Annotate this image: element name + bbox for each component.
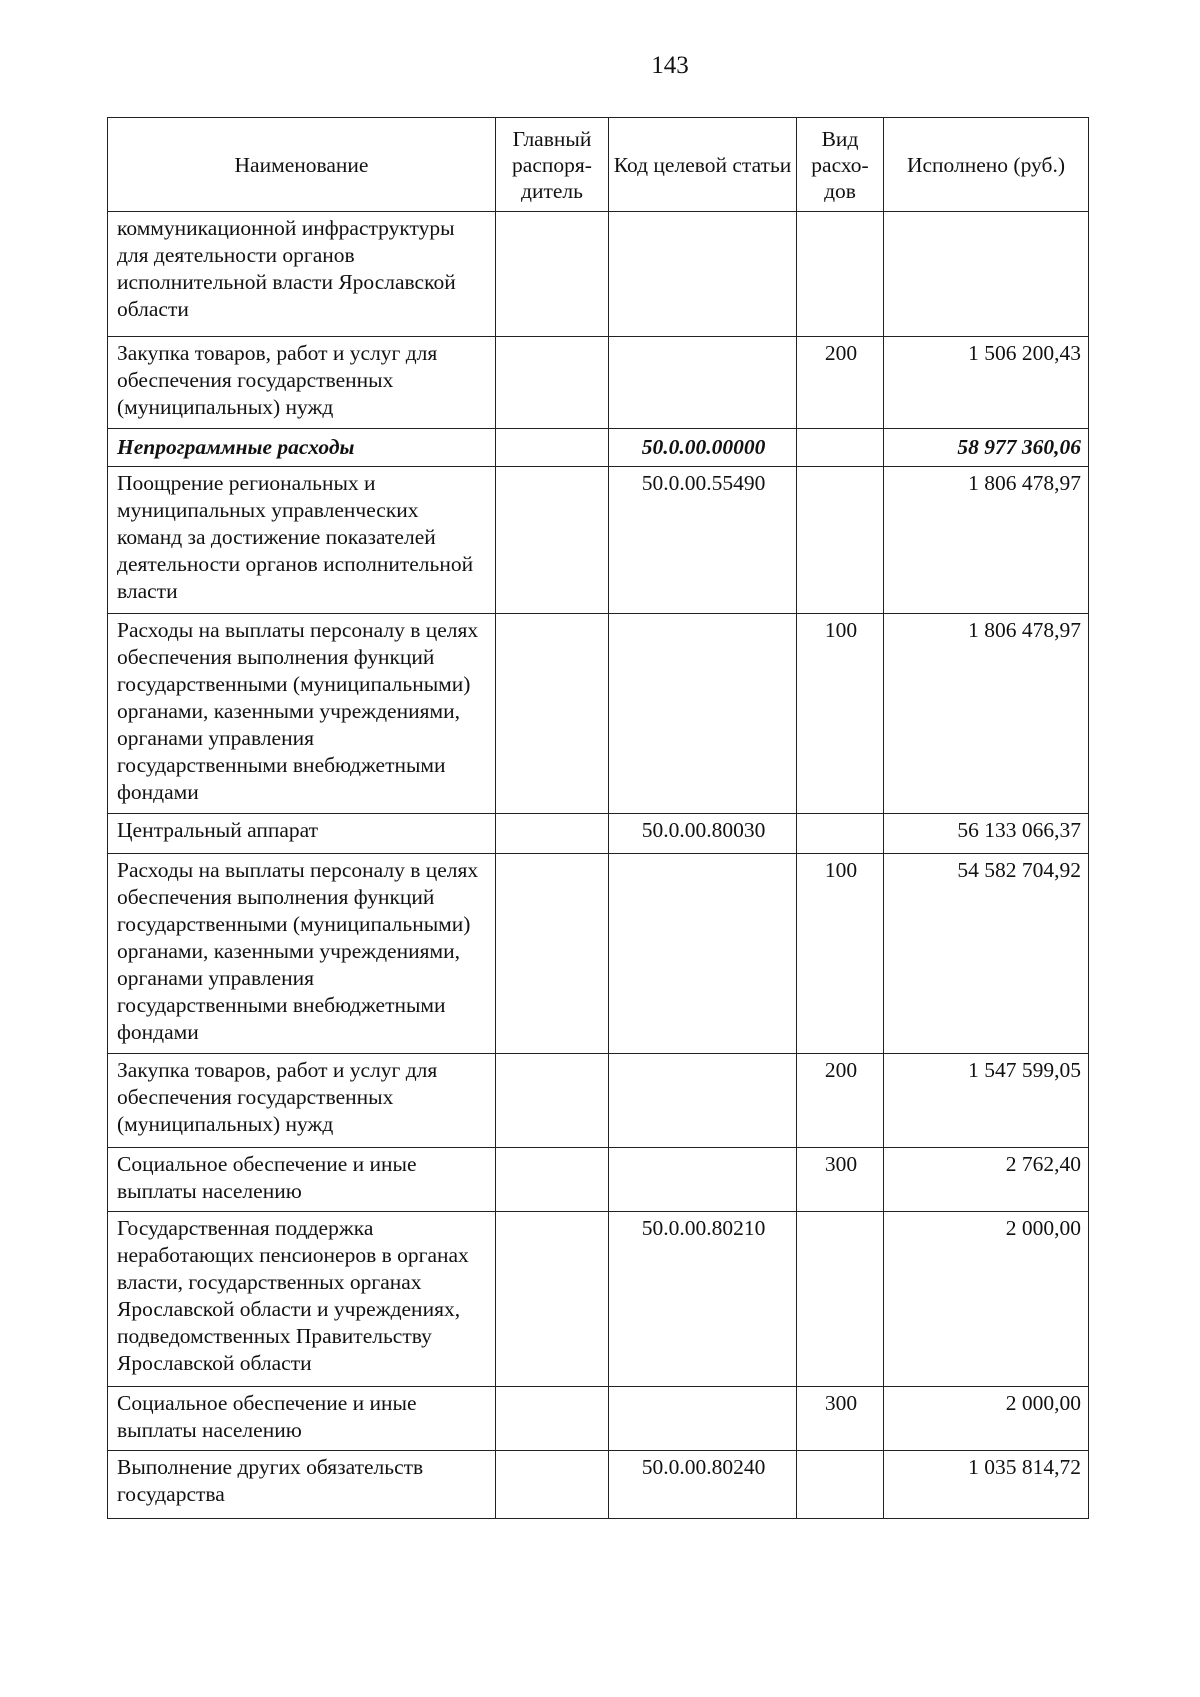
row-code-cell	[609, 337, 797, 429]
table-body	[108, 212, 1089, 1519]
row-amount-cell: 1 547 599,05	[884, 1054, 1089, 1148]
row-code-cell	[609, 1054, 797, 1148]
row-name-cell: коммуникационной инфраструктуры для деятельности органов исполнительной власти Ярославской области	[108, 212, 496, 337]
row-name-cell: Расходы на выплаты персоналу в целях обеспечения выполнения функций государственными (муниципальными) органами, казенными учреждениями, органами управления государственными внебюджетными фондами	[108, 854, 496, 1054]
row-admin-cell	[496, 429, 609, 467]
table-row	[108, 814, 1089, 854]
header-amount: Исполнено (руб.)	[884, 118, 1089, 212]
row-kind-cell: 100	[797, 614, 884, 814]
header-name: Наименование	[108, 118, 496, 212]
row-amount-cell: 2 000,00	[884, 1212, 1089, 1387]
row-kind-cell: 200	[797, 337, 884, 429]
row-admin-cell	[496, 614, 609, 814]
row-admin-cell	[496, 1054, 609, 1148]
row-code-cell	[609, 614, 797, 814]
row-amount-cell: 1 035 814,72	[884, 1451, 1089, 1519]
table-row	[108, 1387, 1089, 1451]
row-code-cell: 50.0.00.00000	[609, 429, 797, 467]
budget-execution-table	[107, 117, 1089, 1519]
row-name-cell: Социальное обеспечение и иные выплаты населению	[108, 1148, 496, 1212]
row-amount-cell: 1 506 200,43	[884, 337, 1089, 429]
row-kind-cell	[797, 814, 884, 854]
row-name-cell: Закупка товаров, работ и услуг для обеспечения государственных (муниципальных) нужд	[108, 1054, 496, 1148]
row-amount-cell: 1 806 478,97	[884, 467, 1089, 614]
row-name-cell: Центральный аппарат	[108, 814, 496, 854]
row-kind-cell	[797, 212, 884, 337]
table-row	[108, 614, 1089, 814]
table-row	[108, 1212, 1089, 1387]
header-kind: Вид расхо-дов	[797, 118, 884, 212]
table-header-row	[108, 118, 1089, 212]
row-admin-cell	[496, 467, 609, 614]
row-amount-cell	[884, 212, 1089, 337]
row-admin-cell	[496, 1387, 609, 1451]
row-name-cell: Поощрение региональных и муниципальных управленческих команд за достижение показателей деятельности органов исполнительной власти	[108, 467, 496, 614]
row-kind-cell: 200	[797, 1054, 884, 1148]
table-row	[108, 1148, 1089, 1212]
table-row	[108, 429, 1089, 467]
row-amount-cell: 54 582 704,92	[884, 854, 1089, 1054]
header-code: Код целевой статьи	[609, 118, 797, 212]
row-admin-cell	[496, 814, 609, 854]
row-name-cell: Закупка товаров, работ и услуг для обеспечения государственных (муниципальных) нужд	[108, 337, 496, 429]
row-code-cell: 50.0.00.80240	[609, 1451, 797, 1519]
row-name-cell: Социальное обеспечение и иные выплаты населению	[108, 1387, 496, 1451]
row-amount-cell: 1 806 478,97	[884, 614, 1089, 814]
row-amount-cell: 58 977 360,06	[884, 429, 1089, 467]
row-name-cell: Выполнение других обязательств государства	[108, 1451, 496, 1519]
row-kind-cell	[797, 429, 884, 467]
row-amount-cell: 2 000,00	[884, 1387, 1089, 1451]
row-name-cell: Государственная поддержка неработающих пенсионеров в органах власти, государственных органах Ярославской области и учреждениях, подведомственных Правительству Ярославской области	[108, 1212, 496, 1387]
table-row	[108, 212, 1089, 337]
header-admin: Главный распоря-дитель	[496, 118, 609, 212]
row-admin-cell	[496, 1212, 609, 1387]
table-row	[108, 1054, 1089, 1148]
row-kind-cell	[797, 1451, 884, 1519]
row-kind-cell: 100	[797, 854, 884, 1054]
row-name-cell: Непрограммные расходы	[108, 429, 496, 467]
row-kind-cell: 300	[797, 1148, 884, 1212]
row-kind-cell	[797, 1212, 884, 1387]
row-code-cell	[609, 1148, 797, 1212]
page-number: 143	[651, 52, 689, 79]
row-kind-cell	[797, 467, 884, 614]
row-code-cell: 50.0.00.80210	[609, 1212, 797, 1387]
table-row	[108, 337, 1089, 429]
table-row	[108, 854, 1089, 1054]
row-code-cell	[609, 854, 797, 1054]
table-row	[108, 467, 1089, 614]
row-admin-cell	[496, 212, 609, 337]
table-row	[108, 1451, 1089, 1519]
row-code-cell: 50.0.00.80030	[609, 814, 797, 854]
row-code-cell	[609, 1387, 797, 1451]
row-amount-cell: 56 133 066,37	[884, 814, 1089, 854]
row-kind-cell: 300	[797, 1387, 884, 1451]
row-admin-cell	[496, 854, 609, 1054]
row-code-cell: 50.0.00.55490	[609, 467, 797, 614]
row-admin-cell	[496, 1451, 609, 1519]
row-name-cell: Расходы на выплаты персоналу в целях обеспечения выполнения функций государственными (муниципальными) органами, казенными учреждениями, органами управления государственными внебюджетными фондами	[108, 614, 496, 814]
row-admin-cell	[496, 1148, 609, 1212]
row-code-cell	[609, 212, 797, 337]
row-admin-cell	[496, 337, 609, 429]
row-amount-cell: 2 762,40	[884, 1148, 1089, 1212]
